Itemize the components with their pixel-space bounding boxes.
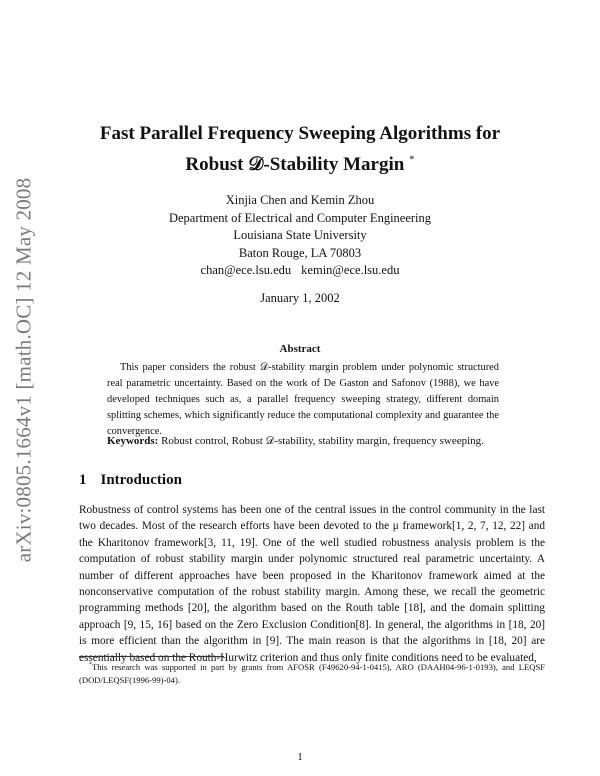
author-email-1[interactable]: chan@ece.lsu.edu [200,263,292,277]
author-emails [0,263,600,278]
keywords-label: Keywords: [107,435,159,447]
abstract-heading: Abstract [279,343,321,355]
paper-title-line-2 [0,154,600,176]
author-names: Xinjia Chen and Kemin Zhou [225,193,375,207]
footnote [79,661,545,687]
author-department: Department of Electrical and Computer Engineering [168,211,432,225]
author-university: Louisiana State University [233,228,367,242]
footnote-mark: * [89,662,92,669]
author-email-2[interactable]: kemin@ece.lsu.edu [301,263,400,277]
paper-date: January 1, 2002 [260,291,340,305]
author-city: Baton Rouge, LA 70803 [238,246,362,260]
page-number: 1 [297,751,303,763]
abstract-body: This paper considers the robust 𝒟-stability margin problem under polynomic structured real parametric uncertainty. Based on the work of De Gaston and Safonov (1988), we have developed techniques such as, a parallel frequency sweeping strategy, different domain splitting schemes, which significantly reduce the computational complexity and guarantee the convergence. [107,362,499,437]
introduction-paragraph: Robustness of control systems has been one of the central issues in the control community in the last two decades. Most of the research efforts have been devoted to the μ framework[1, 2, 7, 12, 22] and the Kharitonov framework[3, 11, 19]. One of the well studied robustness analysis problem is the computation of robust stability margin under polynomic structured real parametric uncertainty. A number of different approaches have been proposed in the Kharitonov framework aimed at the nonconservative computation of the robust stability margin. Among these, we recall the geometric programming methods [20], the algorithm based on the Routh table [18], and the domain splitting approach [9, 15, 16] based on the Zero Exclusion Condition[8]. In general, the algorithms in [18, 20] is more efficient than the algorithm in [9]. The main reason is that the algorithms in [18, 20] are essentially based on the Routh-Hurwitz criterion and thus only finite conditions need to be evaluated, [79,504,545,664]
keywords [107,435,517,448]
paper-title-line-1: Fast Parallel Frequency Sweeping Algorithms for [99,123,501,144]
section-heading-introduction [79,472,182,489]
section-number: 1 [79,472,87,488]
arxiv-identifier: arXiv:0805.1664v1 [math.OC] 12 May 2008 [11,177,36,563]
footnote-text: This research was supported in part by grants from AFOSR (F49620-94-1-0415), ARO (DAAH04-96-1-0193), and LEQSF (DOD/LEQSF(1996-99)-04). [79,662,545,685]
paper-title-text: Robust 𝒟-Stability Margin [185,154,405,175]
section-title: Introduction [100,472,182,488]
keywords-text: Robust control, Robust 𝒟-stability, stability margin, frequency sweeping. [158,435,484,447]
title-footnote-mark: * [409,153,415,166]
footnote-divider [79,656,224,657]
